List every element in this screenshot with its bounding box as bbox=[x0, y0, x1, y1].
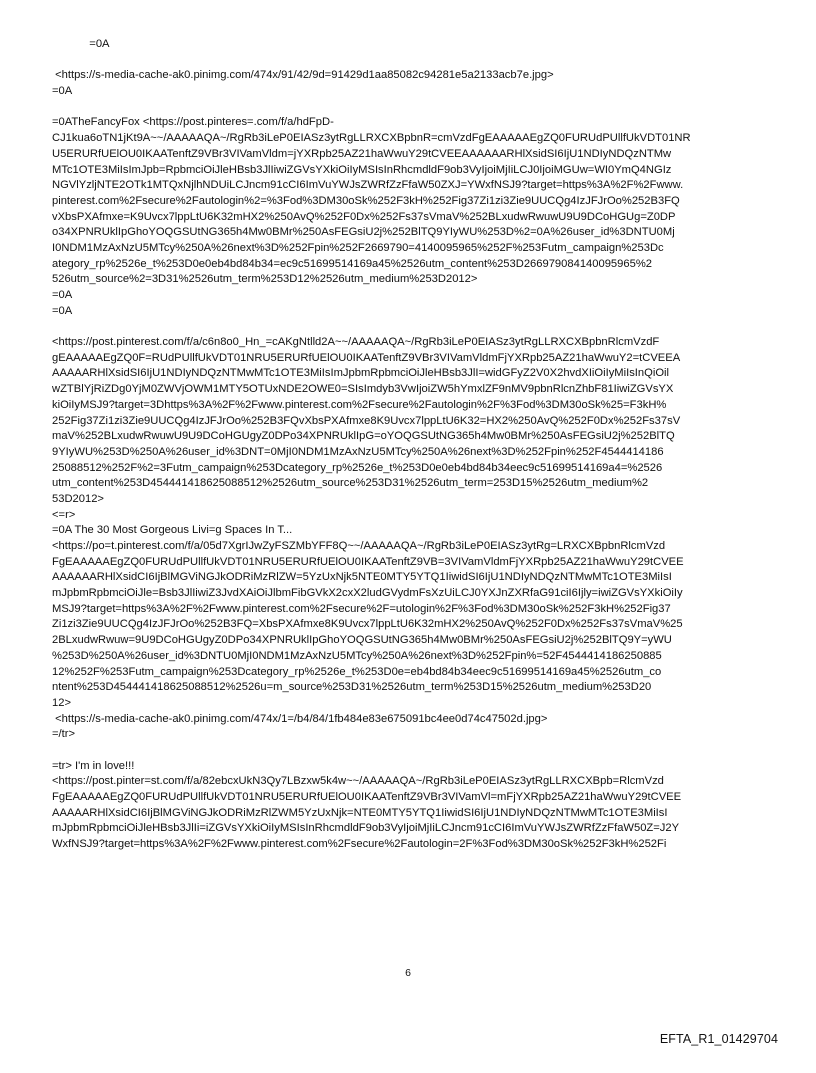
document-line: CJ1kua6oTN1jKt9A~~/AAAAAQA~/RgRb3iLeP0EIASz3ytRgLLRXCXBpbnR=cmVzdFgEAAAAAEgZQ0FURUdPUllfUkVDT01NR bbox=[52, 132, 691, 145]
document-line: %253D%250A%26user_id%3DNTU0MjI0NDM1MzAxNzU5MTcy%250A%26next%3D%252Fpin%=52F4544414186250885 bbox=[52, 649, 662, 662]
document-line: FgEAAAAAEgZQ0FURUdPUllfUkVDT01NRU5ERURfUElOU0IKAATenftZ9VB=3VIVamVldmFjYXRpb25AZ21haWwuY29tCVEE bbox=[52, 555, 684, 568]
document-line: =0A bbox=[52, 304, 73, 317]
document-line: <https://post.pinter=st.com/f/a/82ebcxUkN3Qy7LBzxw5k4w~~/AAAAAQA~/RgRb3iLeP0EIASz3ytRgLLRXCXBpb=RlcmVzd bbox=[52, 775, 664, 788]
document-line: 25088512%252F%2=3Futm_campaign%253Dcategory_rp%2526e_t%253D0e0eb4bd84b34eec9c51699514169a4=%2526 bbox=[52, 461, 663, 474]
document-line: 53D2012> bbox=[52, 492, 104, 505]
document-line: kiOiIyMSJ9?target=3Dhttps%3A%2F%2Fwww.pinterest.com%2Fsecure%2Fautologin%2F%3Fod%3DM30oSk%25=F3kH% bbox=[52, 398, 667, 411]
document-line: 252Fig37Zi1zi3Zie9UUCQg4IzJFJrOo%252B3FQvXbsPXAfmxe8K9Uvcx7lppLtU6K32=HX2%250AvQ%252F0Dx%252Fs37sV bbox=[52, 414, 681, 427]
document-line: FgEAAAAAEgZQ0FURUdPUllfUkVDT01NRU5ERURfUElOU0IKAATenftZ9VBr3VIVamVl=mFjYXRpb25AZ21haWwuY29tCVEE bbox=[52, 791, 682, 803]
document-line: AAAAARHlXsidCI6IjBlMGViNGJkODRiMzRlZWM5YzUxNjk=NTE0MTY5YTQ1IiwidSI6IjU1NDIyNDQzNTMwMTc1OTE3MiIsI bbox=[52, 806, 668, 819]
document-line: 2BLxudwRwuw=9U9DCoHGUgyZ0DPo34XPNRUklIpGhoYOQGSUtNG365h4Mw0BMr%250AsFEGsiU2j%252BlTQ9Y=yWU bbox=[52, 634, 672, 647]
document-line bbox=[52, 53, 764, 69]
document-line: wZTBlYjRiZDg0YjM0ZWVjOWM1MTY5OTUxNDE2OWE0=SIsImdyb3VwIjoiZW5hYmxlZF9nMV9pbnRlcnZhbF81IiwiZGVsYX bbox=[52, 383, 674, 396]
document-line: =0A The 30 Most Gorgeous Livi=g Spaces In T... bbox=[52, 524, 293, 537]
document-line: AAAAARHlXsidSI6IjU1NDIyNDQzNTMwMTc1OTE3MiIsImJpbmRpbmciOiJleHBsb3JlI=widGFyZ2V0X2hvdXIiOiIyMiIsInQiOil bbox=[52, 367, 669, 380]
document-line: mJpbmRpbmciOiJleHBsb3JlIi=iZGVsYXkiOiIyMSIsInRhcmdldF9ob3VyIjoiMjIiLCJncm91cCI6ImVuYWJsZWRfZzFfaW50Z=J2Y bbox=[52, 822, 680, 835]
document-line: <https://s-media-cache-ak0.pinimg.com/474x/1=/b4/84/1fb484e83e675091bc4ee0d74c47502d.jpg> bbox=[52, 712, 548, 725]
document-line: =0ATheFancyFox <https://post.pinteres=.com/f/a/hdFpD- bbox=[52, 116, 334, 129]
document-line: vXbsPXAfmxe=K9Uvcx7lppLtU6K32mHX2%250AvQ%252F0Dx%252Fs37sVmaV%252BLxudwRwuwU9U9DCoHGUg=Z0DP bbox=[52, 210, 676, 223]
document-line: NGVlYzljNTE2OTk1MTQxNjlhNDUiLCJncm91cCI6ImVuYWJsZWRfZzFfaW50ZXJ=YWxfNSJ9?target=https%3A%2F%2Fwww. bbox=[52, 179, 684, 192]
document-line: 12> bbox=[52, 696, 71, 709]
document-line: Zi1zi3Zie9UUCQg4IzJFJrOo%252B3FQ=XbsPXAfmxe8K9Uvcx7lppLtU6K32mHX2%250AvQ%252F0Dx%252Fs37sVmaV%25 bbox=[52, 618, 683, 631]
document-line: gEAAAAAEgZQ0F=RUdPUllfUkVDT01NRU5ERURfUElOU0IKAATenftZ9VBr3VIVamVldmFjYXRpb25AZ21haWwuY2=tCVEEA bbox=[52, 351, 681, 364]
document-line: utm_content%253D454441418625088512%2526utm_source%253D31%2526utm_term=253D15%2526utm_medium%2 bbox=[52, 477, 649, 490]
document-line: <https://s-media-cache-ak0.pinimg.com/474x/91/42/9d=91429d1aa85082c94281e5a2133acb7e.jpg> bbox=[52, 69, 554, 82]
document-line: WxfNSJ9?target=https%3A%2F%2Fwww.pinterest.com%2Fsecure%2Fautologin=2F%3Fod%3DM30oSk%252F3kH%252Fi bbox=[52, 838, 667, 851]
document-line: 12%252F%253Futm_campaign%253Dcategory_rp%2526e_t%253D0e=eb4bd84b34eec9c51699514169a45%2526utm_co bbox=[52, 665, 662, 678]
document-line: MTc1OTE3MiIsImJpb=RpbmciOiJleHBsb3JlIiwiZGVsYXkiOiIyMSIsInRhcmdldF9ob3VyIjoiMjIiLCJ0IjoiMGUw=WI0YmQ4NGIz bbox=[52, 163, 672, 176]
document-line: =/tr> bbox=[52, 728, 76, 741]
document-line: =0A bbox=[52, 85, 73, 98]
document-line: <=r> bbox=[52, 508, 76, 521]
document-line: 9YIyWU%253D%250A%26user_id%3DNT=0MjI0NDM1MzAxNzU5MTcy%250A%26next%3D%252Fpin%252F4544414186 bbox=[52, 445, 664, 458]
document-line: maV%252BLxudwRwuwU9U9DCoHGUgyZ0DPo34XPNRUklIpG=oYOQGSUtNG365h4Mw0BMr%250AsFEGsiU2j%252BlTQ bbox=[52, 430, 675, 443]
document-line: <https://po=t.pinterest.com/f/a/05d7XgrIJwZyFSZMbYFF8Q~~/AAAAAQA~/RgRb3iLeP0EIASz3ytRg=LRXCXBpbnRlcmVzd bbox=[52, 540, 666, 552]
page-number: 6 bbox=[405, 967, 411, 979]
document-line bbox=[52, 100, 764, 116]
document-line bbox=[52, 743, 764, 759]
document-body bbox=[52, 37, 764, 853]
document-line: I0NDM1MzAxNzU5MTcy%250A%26next%3D%252Fpin%252F2669790=4140095965%252F%253Futm_campaign%253Dc bbox=[52, 241, 664, 254]
document-line: pinterest.com%2Fsecure%2Fautologin%2=%3Fod%3DM30oSk%252F3kH%252Fig37Zi1zi3Zie9UUCQg4IzJFJrOo%252B3FQ bbox=[52, 194, 680, 207]
document-line: U5ERURfUElOU0IKAATenftZ9VBr3VIVamVldm=jYXRpb25AZ21haWwuY29tCVEEAAAAAARHlXsidSI6IjU1NDIyNDQzNTMw bbox=[52, 147, 672, 160]
document-line: MSJ9?target=https%3A%2F%2Fwww.pinterest.com%2Fsecure%2F=utologin%2F%3Fod%3DM30oSk%252F3kH%252Fig37 bbox=[52, 602, 671, 615]
document-line: o34XPNRUklIpGhoYOQGSUtNG365h4Mw0BMr%250AsFEGsiU2j%252BlTQ9YIyWU%253D%2=0A%26user_id%3DNTU0Mj bbox=[52, 226, 675, 239]
document-line bbox=[52, 319, 764, 335]
document-line: AAAAAARHlXsidCI6IjBlMGViNGJkODRiMzRlZW=5YzUxNjk5NTE0MTY5YTQ1IiwidSI6IjU1NDIyNDQzNTMwMTc1OTE3MiIsI bbox=[52, 571, 672, 584]
document-line: =0A bbox=[52, 38, 110, 50]
document-line: 526utm_source%2=3D31%2526utm_term%253D12%2526utm_medium%253D2012> bbox=[52, 273, 478, 286]
document-line: <https://post.pinterest.com/f/a/c6n8o0_Hn_=cAKgNtlld2A~~/AAAAAQA~/RgRb3iLeP0EIASz3ytRgLLRXCXBpbnRlcmVzdF bbox=[52, 336, 660, 349]
document-line: mJpbmRpbmciOiJle=Bsb3JlIiwiZ3JvdXAiOiJlbmFibGVkX2cxX2ludGVydmFsXzUiLCJ0YXJnZXRfaG91ciI6Ijly=iwiZGVsYXkiOiIy bbox=[52, 587, 683, 600]
document-line: ntent%253D454441418625088512%2526u=m_source%253D31%2526utm_term%253D15%2526utm_medium%253D20 bbox=[52, 681, 652, 694]
bates-stamp: EFTA_R1_01429704 bbox=[659, 1032, 778, 1046]
document-line: =0A bbox=[52, 289, 73, 301]
document-line: =tr> I'm in love!!! bbox=[52, 759, 135, 772]
document-line: ategory_rp%2526e_t%253D0e0eb4bd84b34=ec9c51699514169a45%2526utm_content%253D266979084140095965%2 bbox=[52, 257, 652, 270]
